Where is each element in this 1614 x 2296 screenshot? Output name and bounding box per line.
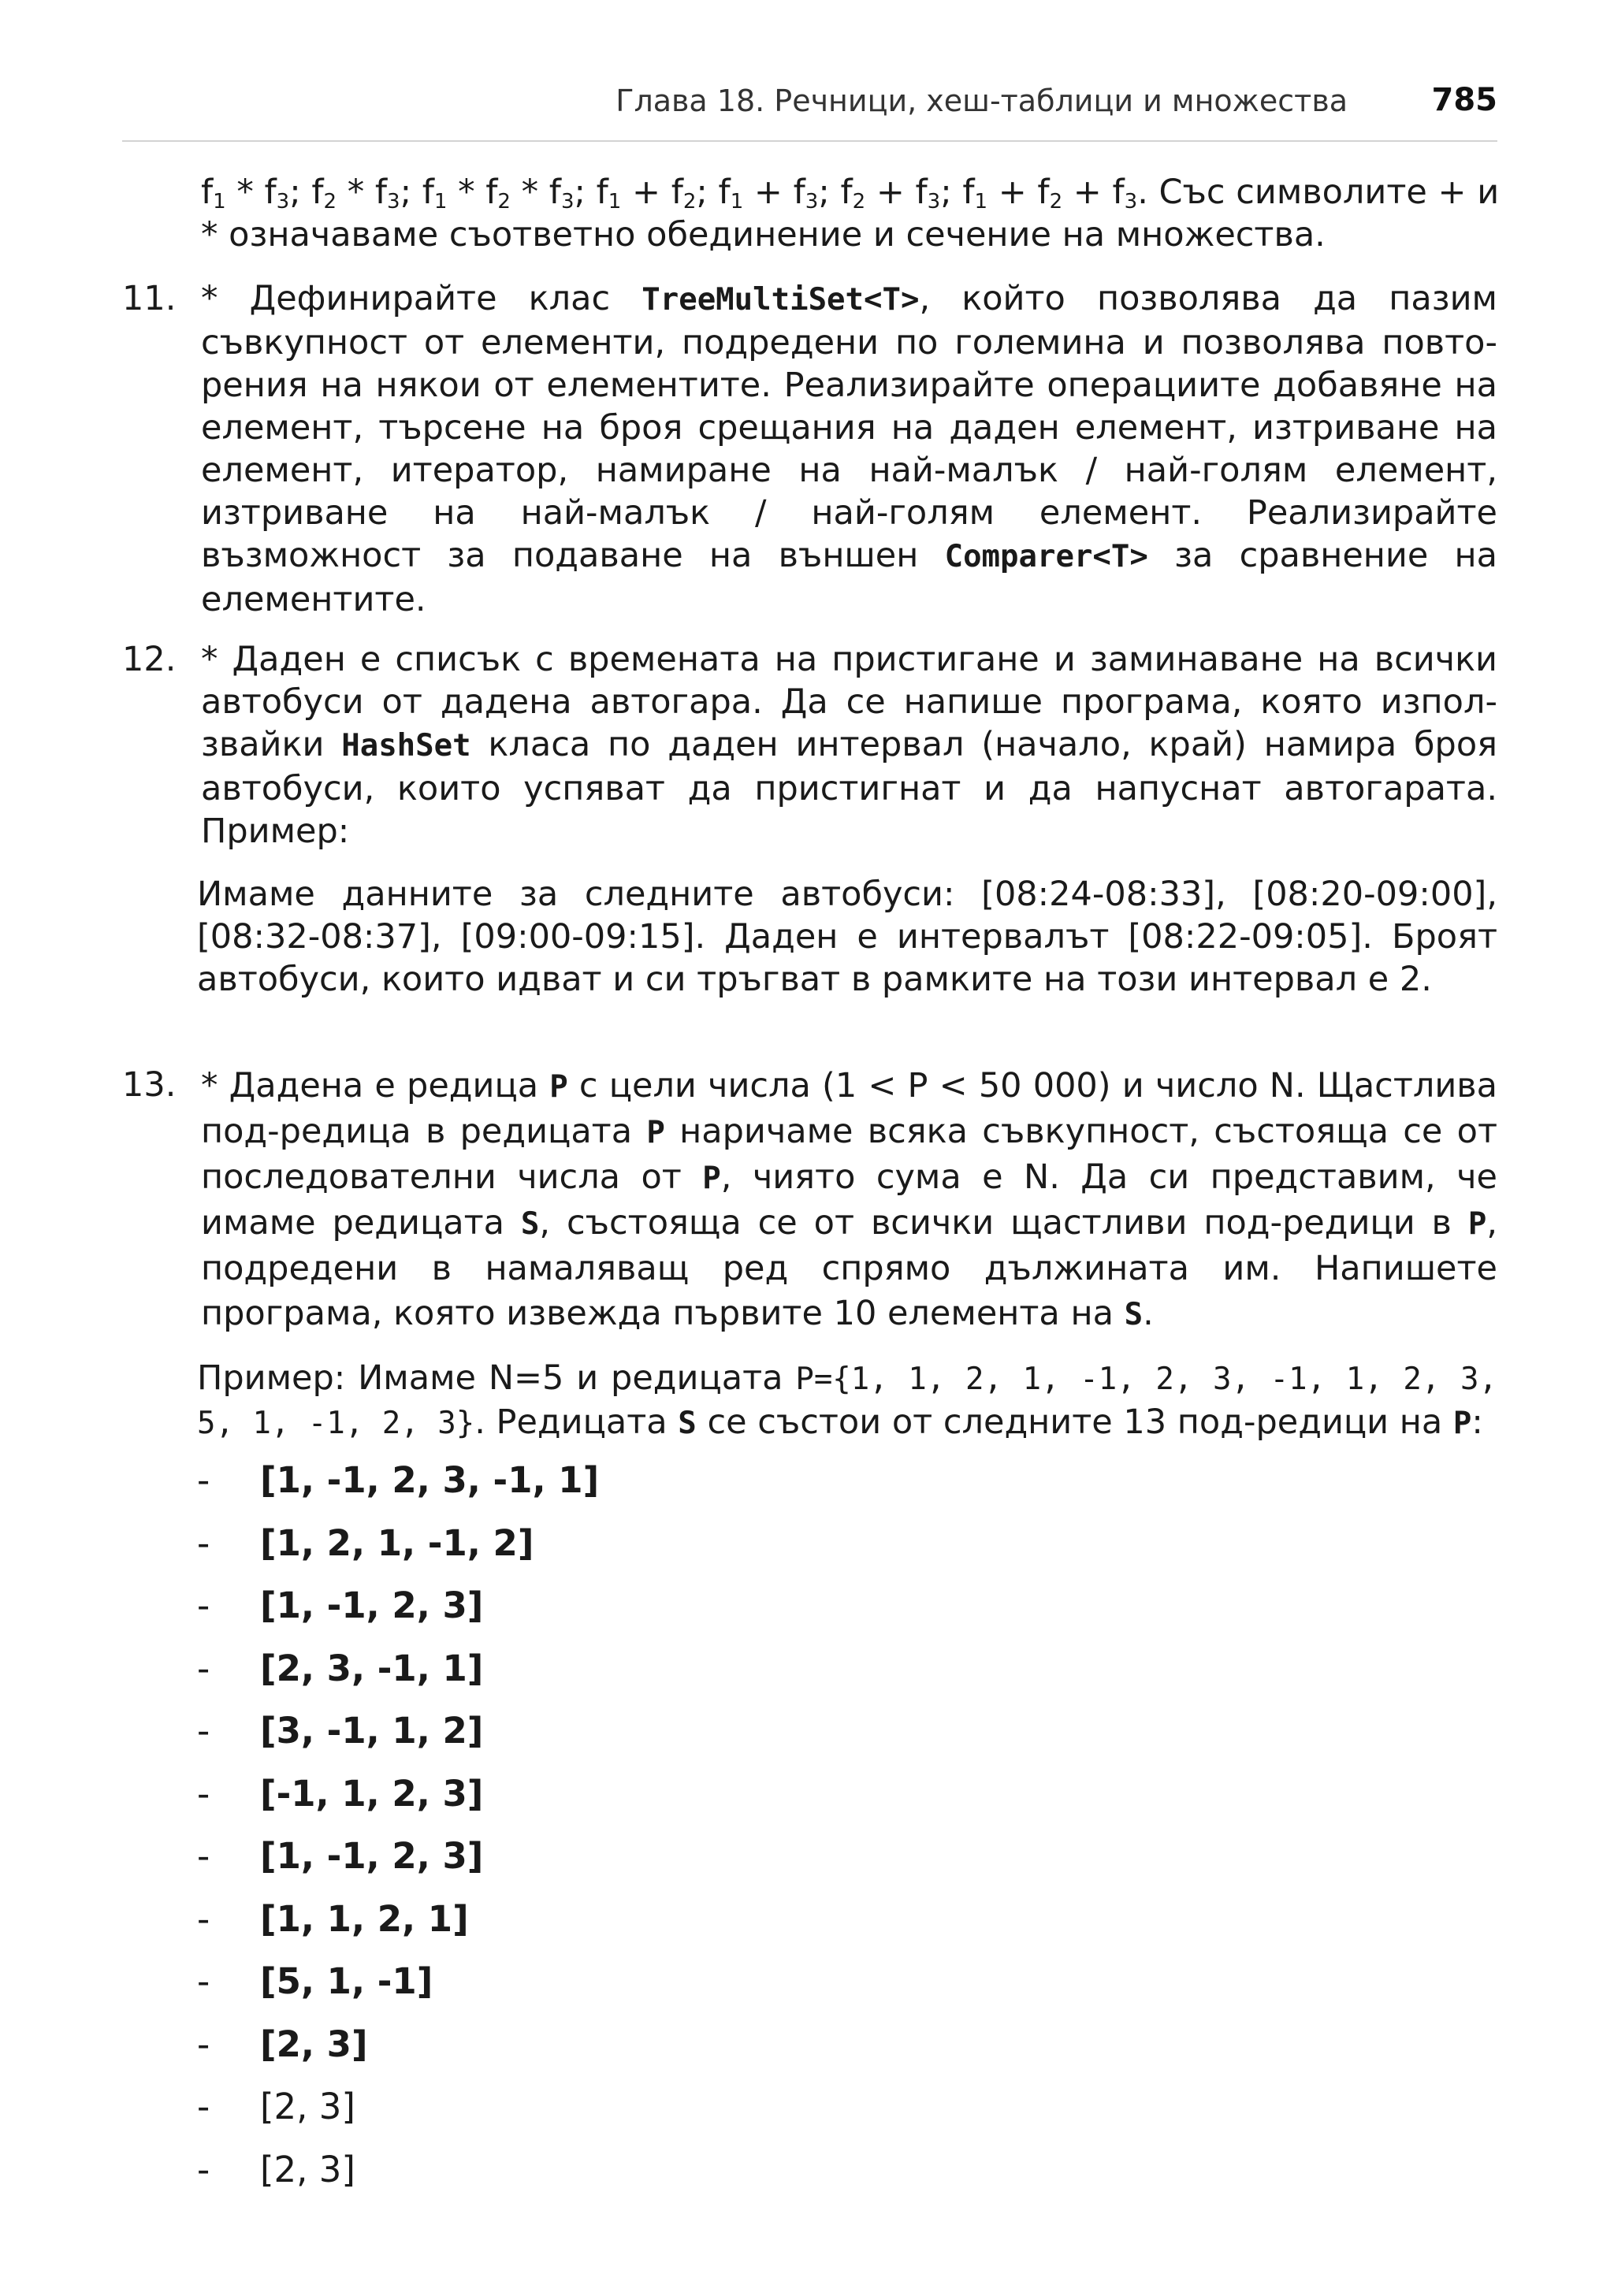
subsequence-value: [2, 3] (260, 2149, 355, 2190)
list-dash: - (197, 1459, 210, 1501)
subsequence-value: [1, 1, 2, 1] (260, 1898, 469, 1940)
list-dash: - (197, 2149, 210, 2190)
subscript: 1 (974, 190, 988, 214)
task-12-example: Имаме данните за следните автобуси: [08:24-08:33], [08:20-09:00], [08:32-08:37], [09:00-09:15]. Даден е интервалът [08:22-09:05]. Броят автобуси, които идват и си тръгват в рамките на този интервал е 2. (197, 875, 1497, 999)
formula-text: ; f (289, 173, 324, 212)
subscript: 2 (1049, 190, 1063, 214)
code-s: S (520, 1206, 540, 1242)
text: за сравнение на елементите. (201, 536, 1497, 619)
task-number: 13. (122, 1065, 177, 1105)
formula-text: ; f (696, 173, 731, 212)
text: , чиято сума е N. Да си представим, че имаме редицата (201, 1157, 1497, 1243)
formula-explanation: * означаваме съответно обединение и сечение на множества. (201, 215, 1326, 254)
formula-text: * f (447, 173, 498, 212)
text: наричаме всяка съвкупност, състояща се от последователни числа от (201, 1112, 1497, 1197)
code-p: P (1467, 1206, 1487, 1242)
subscript: 3 (805, 190, 819, 214)
formula-text: + f (865, 173, 928, 212)
task-number: 12. (122, 640, 177, 679)
code-comparer: Comparer<T> (944, 539, 1148, 574)
code-hashset: HashSet (341, 728, 471, 763)
subsequence-value: [1, -1, 2, 3] (260, 1835, 484, 1877)
formula-text: * f (225, 173, 277, 212)
list-dash: - (197, 1710, 210, 1752)
code-p: P (702, 1161, 721, 1196)
task-13-example (197, 1357, 1497, 1445)
text: класа по даден интервал (начало, край) намира броя автобуси, които успяват да пристигнат и да напуснат автогарата. Пример: (201, 725, 1497, 851)
formula-line (201, 171, 1500, 214)
subsequence-value: [1, -1, 2, 3] (260, 1585, 484, 1626)
subscript: 3 (560, 190, 575, 214)
text: , подредени в намаляващ ред спрямо дължината им. Напишете програма, която извежда първите 10 елемента на (201, 1203, 1497, 1333)
text: , състояща се от всички щастливи под-редици в (539, 1203, 1468, 1243)
formula-text: + f (743, 173, 805, 212)
formula-text: ; f (940, 173, 975, 212)
subscript: 2 (852, 190, 866, 214)
text: * Дадена е редица (201, 1066, 550, 1105)
formula-text: ; f (400, 173, 434, 212)
subsequence-value: [3, -1, 1, 2] (260, 1710, 484, 1752)
subsequence-value: [-1, 1, 2, 3] (260, 1773, 484, 1815)
subscript: 1 (433, 190, 448, 214)
text: * Даден е списък с времената на пристигане и заминаване на всички автобуси от дадена автогара. Да се напише програма, която използвайки (201, 640, 1497, 764)
subsequence-value: [1, 2, 1, -1, 2] (260, 1522, 534, 1564)
formula-text: ; f (574, 173, 608, 212)
text: : (1471, 1402, 1483, 1442)
list-dash: - (197, 1960, 210, 2002)
list-dash: - (197, 1522, 210, 1564)
formula-text: f (201, 173, 214, 212)
list-dash: - (197, 1898, 210, 1940)
header-divider (122, 140, 1497, 142)
subscript: 3 (276, 190, 290, 214)
code-p: P (646, 1115, 665, 1150)
text: , който позволява да пазим съвкупност от елементи, подредени по големина и позволява повторения на някои от елементите. Реализирайте операциите добавяне на елемент, търсене на броя срещания на даден елемент, изтриване на елемент, итератор, намиране на най-малък / най-голям елемент, изтриване на най-малък / най-голям елемент. Реализирайте възможност за подаване на външен (201, 279, 1497, 575)
text: Пример: Имаме N=5 и редицата (197, 1358, 796, 1398)
text: * Дефинирайте клас (201, 279, 642, 318)
subscript: 1 (608, 190, 622, 214)
subsequence-value: [5, 1, -1] (260, 1960, 433, 2002)
subsequence-value: [1, -1, 2, 3, -1, 1] (260, 1459, 600, 1501)
task-text (201, 277, 1497, 621)
formula-text: * f (337, 173, 388, 212)
text: . Редицата (474, 1402, 679, 1442)
subscript: 2 (497, 190, 511, 214)
text: . (1143, 1294, 1154, 1333)
text: с цели числа (1 < P < 50 000) и число N. Щастлива под-редица в редицата (201, 1066, 1497, 1151)
page-header (122, 79, 1497, 126)
code-sequence-p: P={1, 1, 2, 1, -1, 2, 3, -1, 1, 2, 3, 5, 1, -1, 2, 3} (197, 1362, 1497, 1441)
formula-text: . Със символите + и (1137, 173, 1500, 212)
page-number: 785 (1431, 82, 1497, 118)
code-s: S (1124, 1297, 1144, 1332)
formula-text: ; f (818, 173, 853, 212)
task-text (201, 638, 1497, 853)
code-p: P (549, 1069, 568, 1105)
list-dash: - (197, 2023, 210, 2065)
continuation-paragraph (201, 171, 1500, 256)
subscript: 3 (387, 190, 400, 214)
subscript: 2 (323, 190, 337, 214)
code-p: P (1452, 1406, 1472, 1441)
task-number: 11. (122, 279, 177, 318)
task-text (201, 1064, 1497, 1337)
formula-text: + f (1062, 173, 1125, 212)
list-dash: - (197, 1585, 210, 1626)
subsequence-value: [2, 3] (260, 2023, 368, 2065)
text: се състои от следните 13 под-редици на (696, 1402, 1453, 1442)
subsequence-value: [2, 3, -1, 1] (260, 1648, 484, 1689)
list-dash: - (197, 1773, 210, 1815)
subsequence-value: [2, 3] (260, 2086, 355, 2127)
chapter-title: Глава 18. Речници, хеш-таблици и множества (615, 84, 1348, 118)
code-s: S (678, 1406, 697, 1441)
code-treemultiset: TreeMultiSet<T> (642, 282, 920, 318)
formula-text: * f (510, 173, 561, 212)
subscript: 1 (730, 190, 744, 214)
subscript: 1 (213, 190, 226, 214)
formula-text: + f (621, 173, 683, 212)
list-dash: - (197, 2086, 210, 2127)
subscript: 3 (927, 190, 941, 214)
subscript: 3 (1124, 190, 1138, 214)
subscript: 2 (682, 190, 697, 214)
formula-text: + f (987, 173, 1050, 212)
list-dash: - (197, 1648, 210, 1689)
list-dash: - (197, 1835, 210, 1877)
